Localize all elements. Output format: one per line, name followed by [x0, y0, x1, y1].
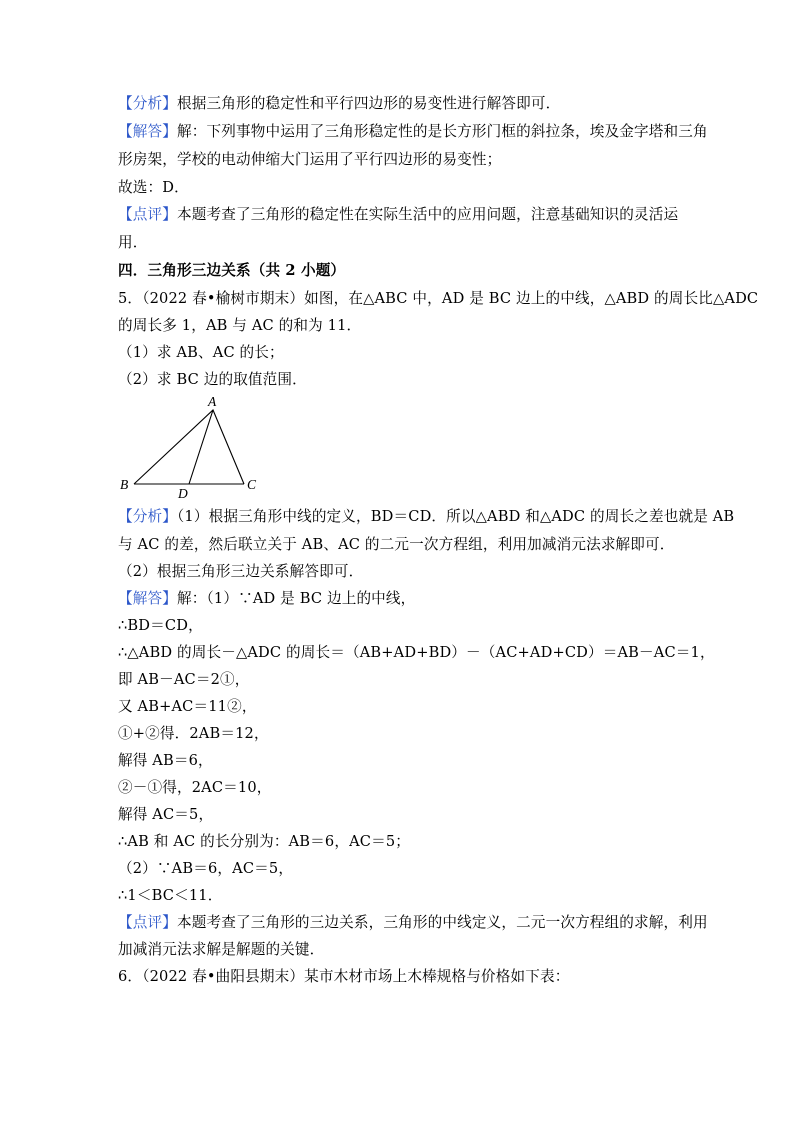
vertex-label-c: C — [247, 477, 257, 492]
q4-answer-line-2: 形房架，学校的电动伸缩大门运用了平行四边形的易变性； — [118, 151, 502, 168]
q5-solution-line-1: 【解答】解：（1）∵AD 是 BC 边上的中线， — [118, 590, 416, 607]
q5-solution-line-4: 即 AB－AC＝2①， — [118, 671, 250, 688]
q4-comment-line-2: 用． — [118, 234, 148, 251]
q5-analysis-line-1: 【分析】（1）根据三角形中线的定义，BD＝CD．所以△ABD 和△ADC 的周长之差也就是 AB — [118, 508, 735, 525]
q5-solution-line-7: 解得 AB＝6， — [118, 752, 213, 769]
q5-solution-line-3: ∴△ABD 的周长－△ADC 的周长＝（AB+AD+BD）－（AC+AD+CD）＝AB－AC＝1， — [118, 644, 715, 661]
answer-tag: 【解答】 — [118, 123, 177, 140]
q4-answer-line-1: 【解答】解：下列事物中运用了三角形稳定性的是长方形门框的斜拉条，埃及金字塔和三角 — [118, 123, 708, 140]
q4-choice: 故选：D． — [118, 179, 189, 196]
q5-solution-line-5: 又 AB+AC＝11②， — [118, 698, 257, 715]
q5-part-2: （2）求 BC 边的取值范围． — [118, 371, 307, 388]
q5-solution-line-11: （2）∵AB＝6，AC＝5， — [118, 860, 294, 877]
q6-stem: 6．（2022 春•曲阳县期末）某市木材市场上木棒规格与价格如下表： — [118, 968, 570, 985]
q5-solution-line-2: ∴BD＝CD， — [118, 617, 203, 634]
point-label-d: D — [178, 486, 188, 501]
q5-analysis-line-2: 与 AC 的差，然后联立关于 AB、AC 的二元一次方程组，利用加减消元法求解即可． — [118, 536, 675, 553]
triangle-sides — [134, 410, 244, 484]
q5-solution-line-12: ∴1＜BC＜11． — [118, 887, 223, 904]
q4-comment-line-1: 【点评】本题考查了三角形的稳定性在实际生活中的应用问题，注意基础知识的灵活运 — [118, 206, 679, 223]
q5-comment-line-1: 【点评】本题考查了三角形的三边关系，三角形的中线定义，二元一次方程组的求解，利用 — [118, 914, 708, 931]
section-title: 四．三角形三边关系（共 2 小题） — [118, 262, 346, 279]
analysis-tag: 【分析】 — [118, 95, 177, 112]
q4-analysis: 【分析】根据三角形的稳定性和平行四边形的易变性进行解答即可． — [118, 95, 561, 112]
q5-solution-line-10: ∴AB 和 AC 的长分别为：AB＝6，AC＝5； — [118, 833, 410, 850]
q5-stem-line-2: 的周长多 1，AB 与 AC 的和为 11． — [118, 317, 362, 334]
q5-comment-line-2: 加减消元法求解是解题的关键． — [118, 941, 325, 958]
vertex-label-b: B — [120, 477, 129, 492]
q5-stem-line-1: 5．（2022 春•榆树市期末）如图，在△ABC 中，AD 是 BC 边上的中线，△ABD 的周长比△ADC — [118, 290, 759, 307]
comment-tag: 【点评】 — [118, 914, 177, 931]
q5-solution-line-6: ①+②得．2AB＝12， — [118, 725, 269, 742]
vertex-label-a: A — [208, 394, 217, 409]
comment-tag: 【点评】 — [118, 206, 177, 223]
q5-solution-line-9: 解得 AC＝5， — [118, 806, 214, 823]
answer-tag: 【解答】 — [118, 590, 177, 607]
q5-solution-line-8: ②－①得，2AC＝10， — [118, 779, 272, 796]
q5-analysis-line-3: （2）根据三角形三边关系解答即可． — [118, 563, 364, 580]
analysis-tag: 【分析】 — [118, 508, 177, 525]
q5-part-1: （1）求 AB、AC 的长； — [118, 344, 284, 361]
triangle-figure — [114, 392, 264, 502]
